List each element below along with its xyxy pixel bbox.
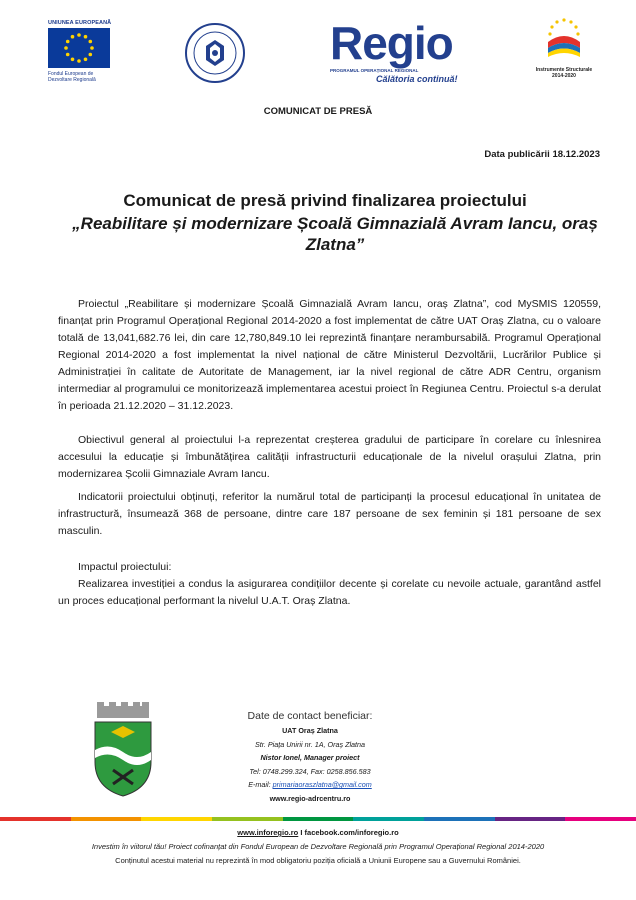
footer-separator: I — [298, 828, 305, 837]
instrumente-structurale-icon — [540, 16, 588, 60]
document-title: Comunicat de presă privind finalizarea proiectului — [123, 191, 527, 210]
contact-website-link[interactable]: www.regio-adrcentru.ro — [269, 793, 351, 803]
contact-email-row — [200, 778, 420, 792]
instrumente-structurale-text-1: Instrumente Structurale — [535, 67, 593, 73]
color-stripe-segment — [141, 817, 212, 821]
contact-phone: Tel: 0748.299.324, Fax: 0258.856.583 — [249, 766, 371, 776]
contact-email-link[interactable]: primariaoraszlatna@gmail.com — [272, 780, 372, 789]
government-seal-icon — [184, 22, 246, 84]
document-subtitle: „Reabilitare și modernizare Școală Gimnazială Avram Iancu, oraș Zlatna” — [72, 214, 598, 254]
color-stripe-segment — [71, 817, 142, 821]
footer-links — [0, 826, 636, 840]
paragraph-indicators: Indicatorii proiectului obținuți, referitor la numărul total de participanți la procesul educațional în unitatea de infrastructură, însumează 368 de persoane, dintre care 187 persoane de sex feminin și 181 persoane de sex masculin. — [58, 491, 601, 537]
color-stripe-segment — [565, 817, 636, 821]
eu-logo-title: UNIUNEA EUROPEANĂ — [48, 20, 112, 26]
paragraph-objective: Obiectivul general al proiectului l-a reprezentat creșterea gradului de participare în corelare cu înlesnirea accesului la educație și îmbunătățirea calității infrastructurii educaționale de la nivelul orașului Zlatna, prin modernizarea Școlii Gimnaziale Avram Iancu. — [58, 434, 601, 480]
beneficiary-contact — [200, 708, 420, 805]
paragraph-project-summary: Proiectul „Reabilitare și modernizare Școală Gimnazială Avram Iancu, oraș Zlatna”, cod MySMIS 120559, finanțat prin Programul Operațional Regional 2014-2020 a fost implementat de către UAT Oraș Zlatna, cu o valoare totală de 13,041,682.76 lei, din care 12,780,849.10 lei reprezintă finanțare nerambursabilă. Programul Operațional Regional 2014-2020 a fost implementat la nivel național de către Ministerul Dezvoltării, Lucrărilor Publice și Administrației în calitate de Autoritate de Management, iar la nivel regional de către ADR Centru, organism intermediar al programului ce monitorizează implementarea acestui proiect în Regiunea Centru. Proiectul s-a derulat în perioada 21.12.2020 – 31.12.2023. — [58, 298, 601, 412]
regio-logo-word: Regio — [330, 17, 453, 69]
footer-facebook-link[interactable]: facebook.com/inforegio.ro — [304, 828, 399, 837]
instrumente-structurale-logo — [532, 16, 596, 79]
eu-logo-subtitle-1: Fondul European de — [48, 71, 94, 77]
eu-flag-icon — [48, 28, 110, 68]
footer-disclaimer: Conținutul acestui material nu reprezintă în mod obligatoriu poziția oficială a Uniunii Europene sau a Guvernului României. — [115, 856, 521, 865]
color-stripe-segment — [424, 817, 495, 821]
publication-date: Data publicării 18.12.2023 — [484, 149, 600, 160]
color-stripe — [0, 817, 636, 821]
footer-cofinancing-note: Investim în viitorul tău! Proiect cofinanțat din Fondul European de Dezvoltare Regională prin Programul Operațional Regional 2014-2020 — [91, 842, 545, 851]
contact-address: Str. Piața Unirii nr. 1A, Oraș Zlatna — [254, 739, 366, 749]
color-stripe-segment — [495, 817, 566, 821]
impact-heading: Impactul proiectului: — [78, 561, 172, 573]
color-stripe-segment — [283, 817, 354, 821]
contact-email-label: E-mail: — [248, 780, 273, 789]
zlatna-crest-logo — [83, 700, 163, 800]
instrumente-structurale-text-2: 2014-2020 — [552, 73, 576, 79]
color-stripe-segment — [0, 817, 71, 821]
contact-person: Nistor Ionel, Manager proiect — [260, 753, 360, 762]
logo-bar — [0, 16, 636, 96]
eu-stars-icon — [48, 28, 110, 68]
paragraph-impact: Realizarea investiției a condus la asigurarea condițiilor decente și corelate cu nevoile actuale, garantând astfel un proces educațional performant la nivelul U.A.T. Oraș Zlatna. — [58, 578, 601, 607]
eu-logo — [48, 20, 114, 83]
contact-heading: Date de contact beneficiar: — [247, 710, 373, 722]
color-stripe-segment — [353, 817, 424, 821]
regio-logo — [330, 17, 480, 90]
government-seal-logo — [184, 22, 246, 84]
eu-logo-subtitle-2: Dezvoltare Regională — [48, 77, 96, 83]
regio-logo-program: PROGRAMUL OPERAȚIONAL REGIONAL — [330, 68, 419, 73]
footer-inforegio-link[interactable]: www.inforegio.ro — [237, 828, 299, 837]
zlatna-coat-of-arms-icon — [83, 700, 163, 800]
regio-logo-tagline: Călătoria continuă! — [376, 74, 458, 84]
contact-organization: UAT Oraș Zlatna — [282, 726, 338, 735]
footer — [0, 826, 636, 868]
press-release-label: COMUNICAT DE PRESĂ — [263, 106, 373, 117]
color-stripe-segment — [212, 817, 283, 821]
